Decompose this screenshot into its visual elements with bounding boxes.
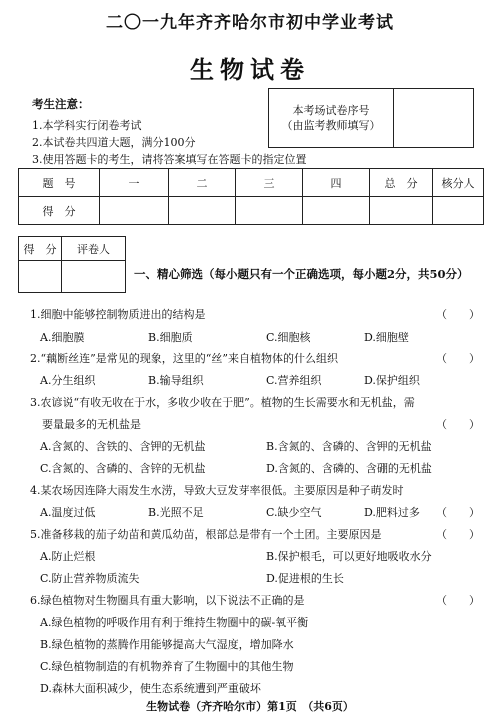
option: C.防止营养物质流失 [40,572,140,585]
grader-score-label: 得 分 [19,237,62,261]
room-serial-blank[interactable] [394,89,474,148]
score-cell[interactable] [100,197,169,225]
option: D.促进根的生长 [266,572,344,585]
question-stem: 6.绿色植物对生物圈具有重大影响，以下说法不正确的是 [30,594,305,607]
answer-paren[interactable]: （ ） [436,352,480,365]
room-serial-label-line2: （由监考教师填写） [281,119,381,132]
answer-paren[interactable]: （ ） [436,594,480,607]
score-header-cell: 核分人 [433,169,484,197]
exam-subtitle: 生物试卷 [190,55,310,84]
score-cell[interactable] [433,197,484,225]
option: D.保护组织 [364,374,420,387]
score-header-cell: 三 [236,169,303,197]
question-stem: 3.农谚说“有收无收在于水，多收少收在于肥”。植物的生长需要水和无机盐，需 [30,396,415,409]
question-stem-continued: 要量最多的无机盐是 [42,418,141,431]
notice-item: 1.本学科实行闭卷考试 [32,119,142,132]
question-stem: 5.准备移栽的茄子幼苗和黄瓜幼苗，根部总是带有一个土团。主要原因是 [30,528,382,541]
option: A.绿色植物的呼吸作用有利于维持生物圈中的碳-氧平衡 [40,616,309,629]
notice-title: 考生注意： [32,97,90,111]
question-stem: 2.“藕断丝连”是常见的现象，这里的“丝”来自植物体的什么组织 [30,352,338,365]
room-serial-label [269,89,394,148]
option: C.细胞核 [266,331,311,344]
score-header-cell: 二 [169,169,236,197]
grader-score-cell[interactable] [19,261,62,293]
room-serial-label-line1: 本考场试卷序号 [292,104,370,117]
answer-paren[interactable]: （ ） [436,528,480,541]
grader-name-label: 评卷人 [62,237,126,261]
option: B.含氮的、含磷的、含钾的无机盐 [266,440,432,453]
score-cell[interactable] [303,197,370,225]
option: B.细胞质 [148,331,193,344]
option: B.光照不足 [148,506,204,519]
question-stem: 4.某农场因连降大雨发生水涝，导致大豆发芽率很低。主要原因是种子萌发时 [30,484,404,497]
score-cell[interactable] [370,197,433,225]
option: A.含氮的、含铁的、含钾的无机盐 [40,440,206,453]
exam-title: 二〇一九年齐齐哈尔市初中学业考试 [106,13,394,33]
option: A.分生组织 [40,374,96,387]
option: C.缺少空气 [266,506,322,519]
question-stem: 1.细胞中能够控制物质进出的结构是 [30,308,206,321]
answer-paren[interactable]: （ ） [436,418,480,431]
grader-name-cell[interactable] [62,261,126,293]
option: A.温度过低 [40,506,96,519]
option: D.森林大面积减少，使生态系统遭到严重破坏 [40,682,261,695]
score-cell[interactable] [236,197,303,225]
grader-box [18,236,126,293]
option: B.绿色植物的蒸腾作用能够提高大气湿度，增加降水 [40,638,294,651]
option: A.细胞膜 [40,331,85,344]
score-header-cell: 总 分 [370,169,433,197]
option: D.肥料过多 [364,506,420,519]
score-cell[interactable] [169,197,236,225]
answer-paren[interactable]: （ ） [436,506,480,519]
option: D.含氮的、含磷的、含硼的无机盐 [266,462,432,475]
answer-paren[interactable]: （ ） [436,308,480,321]
score-header-cell: 一 [100,169,169,197]
score-header-cell: 四 [303,169,370,197]
option: A.防止烂根 [40,550,96,563]
option: B.输导组织 [148,374,204,387]
option: C.营养组织 [266,374,322,387]
score-row-label: 得 分 [19,197,100,225]
notice-item: 2.本试卷共四道大题，满分100分 [32,136,196,149]
notice-item: 3.使用答题卡的考生，请将答案填写在答题卡的指定位置 [32,153,307,166]
room-serial-box [268,88,474,148]
option: C.含氮的、含磷的、含锌的无机盐 [40,462,206,475]
option: D.细胞壁 [364,331,409,344]
score-table [18,168,484,225]
score-header-cell: 题 号 [19,169,100,197]
section-heading: 一、精心筛选（每小题只有一个正确选项，每小题2分，共50分） [134,267,469,281]
option: B.保护根毛，可以更好地吸收水分 [266,550,432,563]
page-footer: 生物试卷（齐齐哈尔市）第1页 （共6页） [146,700,354,713]
option: C.绿色植物制造的有机物养育了生物圈中的其他生物 [40,660,294,673]
